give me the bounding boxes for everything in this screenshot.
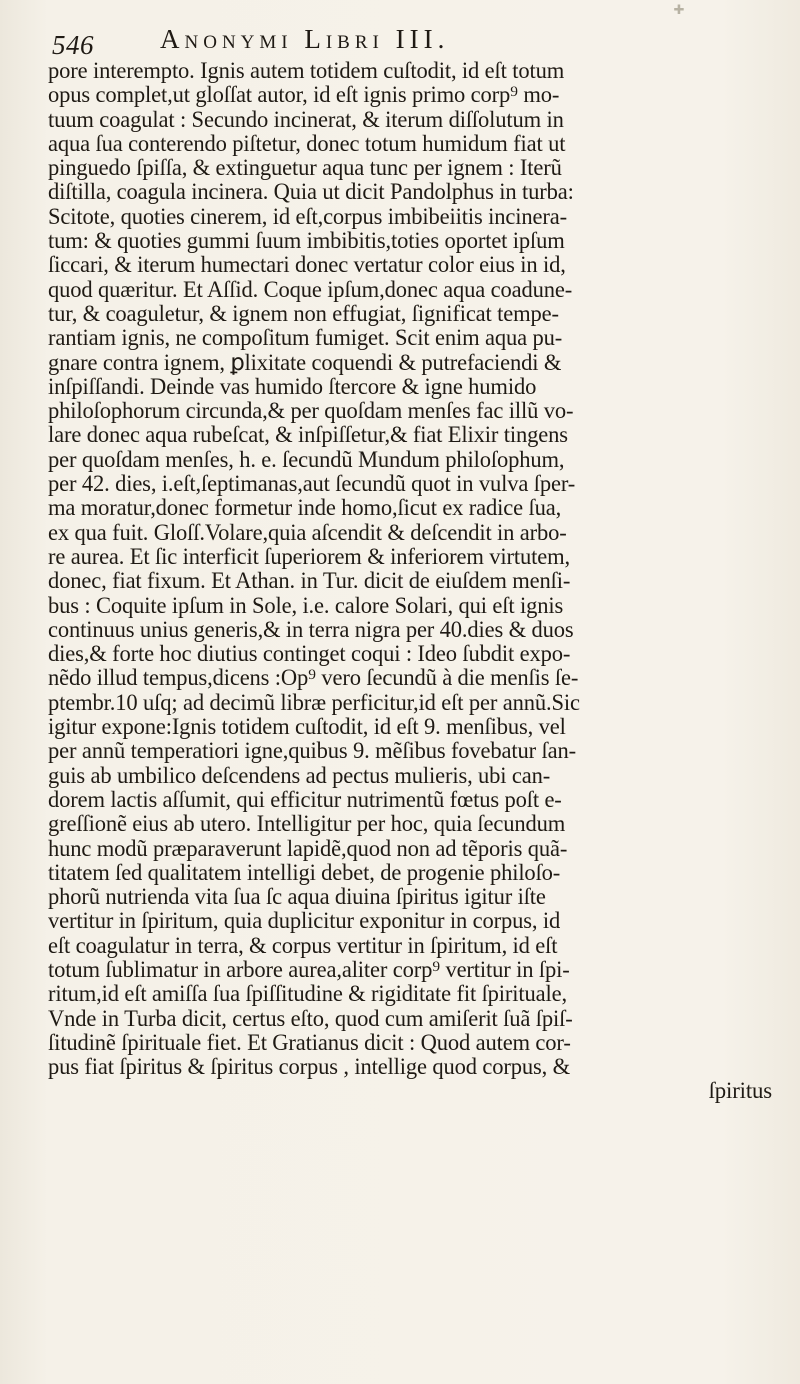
- text-line: igitur expone:Ignis totidem cuſtodit, id eſt 9. menſibus, vel: [48, 714, 566, 740]
- text-line: ſitudinẽ ſpirituale fiet. Et Gratianus dicit : Quod autem cor-: [48, 1029, 571, 1055]
- text-line: quod quæritur. Et Aſſid. Coque ipſum,donec aqua coadune-: [48, 276, 573, 302]
- text-line: nẽdo illud tempus,dicens :Op⁹ vero ſecundũ à die menſis ſe-: [48, 665, 579, 691]
- text-line: vertitur in ſpiritum, quia duplicitur exponitur in corpus, id: [48, 908, 561, 934]
- text-line: opus complet,ut gloſſat autor, id eſt ignis primo corp⁹ mo-: [48, 82, 560, 108]
- text-line: ſpiritus: [708, 1078, 772, 1104]
- text-line: dies,& forte hoc diutius continget coqui : Ideo ſubdit expo-: [48, 641, 571, 667]
- text-line: Vnde in Turba dicit, certus eſto, quod cum amiſerit ſuã ſpiſ-: [48, 1005, 573, 1031]
- text-line: rantiam ignis, ne compoſitum fumiget. Scit enim aqua pu-: [48, 325, 563, 351]
- text-line: aqua ſua conterendo piſtetur, donec totum humidum fiat ut: [48, 130, 566, 156]
- print-ornament-icon: ✚: [673, 2, 685, 17]
- text-line: tur, & coaguletur, & ignem non effugiat, ſignificat tempe-: [48, 300, 559, 326]
- body-text: [48, 59, 796, 1104]
- text-line: phorũ nutrienda vita ſua ſc aqua diuina ſpiritus igitur iſte: [48, 884, 546, 910]
- page-edge-shadow: [2, 0, 10, 1384]
- text-line: re aurea. Et ſic interficit ſuperiorem & inferiorem virtutem,: [48, 543, 570, 569]
- text-line: titatem ſed qualitatem intelligi debet, de progenie philoſo-: [48, 859, 561, 885]
- text-line: ex qua fuit. Gloſſ.Volare,quia aſcendit & deſcendit in arbo-: [48, 519, 567, 545]
- text-line: inſpiſſandi. Deinde vas humido ſtercore & igne humido: [48, 373, 537, 399]
- text-line: greſſionẽ eius ab utero. Intelligitur per hoc, quia ſecundum: [48, 811, 566, 837]
- text-line: continuus unius generis,& in terra nigra per 40.dies & duos: [48, 616, 574, 642]
- text-line: guis ab umbilico deſcendens ad pectus mulieris, ubi can-: [48, 762, 551, 788]
- text-line: ritum,id eſt amiſſa ſua ſpiſſitudine & rigiditate fit ſpirituale,: [48, 981, 567, 1007]
- text-line: gnare contra ignem, ꝑlixitate coquendi & putrefaciendi &: [48, 349, 562, 375]
- text-line: ſiccari, & iterum humectari donec vertatur color eius in id,: [48, 252, 566, 278]
- text-line: per quoſdam menſes, h. e. ſecundũ Mundum philoſophum,: [48, 446, 565, 472]
- text-line: Scitote, quoties cinerem, id eſt,corpus imbibeiitis incinera-: [48, 203, 567, 229]
- text-line: donec, fiat fixum. Et Athan. in Tur. dicit de eiuſdem menſi-: [48, 568, 571, 594]
- text-line: ptembr.10 uſq; ad decimũ libræ perficitur,id eſt per annũ.Sic: [48, 689, 580, 715]
- text-line: totum ſublimatur in arbore aurea,aliter corp⁹ vertitur in ſpi-: [48, 956, 570, 982]
- text-line: eſt coagulatur in terra, & corpus vertitur in ſpiritum, id eſt: [48, 932, 558, 958]
- text-line: tuum coagulat : Secundo incinerat, & iterum diſſolutum in: [48, 106, 564, 132]
- text-line: pinguedo ſpiſſa, & extinguetur aqua tunc per ignem : Iterũ: [48, 155, 562, 181]
- text-line: pore interempto. Ignis autem totidem cuſtodit, id eſt totum: [48, 58, 565, 83]
- text-line: per annũ temperatiori igne,quibus 9. mẽſibus fovebatur ſan-: [48, 738, 576, 764]
- text-line: hunc modũ præparaverunt lapidẽ,quod non ad tẽporis quã-: [48, 835, 568, 861]
- text-line: philoſophorum circunda,& per quoſdam menſes fac illũ vo-: [48, 398, 574, 424]
- page-number: 546: [52, 30, 94, 60]
- text-line: ma moratur,donec formetur inde homo,ſicut ex radice ſua,: [48, 495, 562, 521]
- text-line: bus : Coquite ipſum in Sole, i.e. calore Solari, qui eſt ignis: [48, 592, 564, 618]
- text-line: diſtilla, coagula incinera. Quia ut dicit Pandolphus in turba:: [48, 179, 574, 205]
- text-line: pus fiat ſpiritus & ſpiritus corpus , intellige quod corpus, &: [48, 1054, 570, 1080]
- text-line: per 42. dies, i.eſt,ſeptimanas,aut ſecundũ quot in vulva ſper-: [48, 471, 576, 497]
- text-line: tum: & quoties gummi ſuum imbibitis,toties oportet ipſum: [48, 228, 565, 254]
- text-line: dorem lactis aſſumit, qui efficitur nutrimentũ fœtus poſt e-: [48, 786, 562, 812]
- running-title: Anonymi Libri III.: [160, 24, 450, 54]
- text-line: lare donec aqua rubeſcat, & inſpiſſetur,& fiat Elixir tingens: [48, 422, 568, 448]
